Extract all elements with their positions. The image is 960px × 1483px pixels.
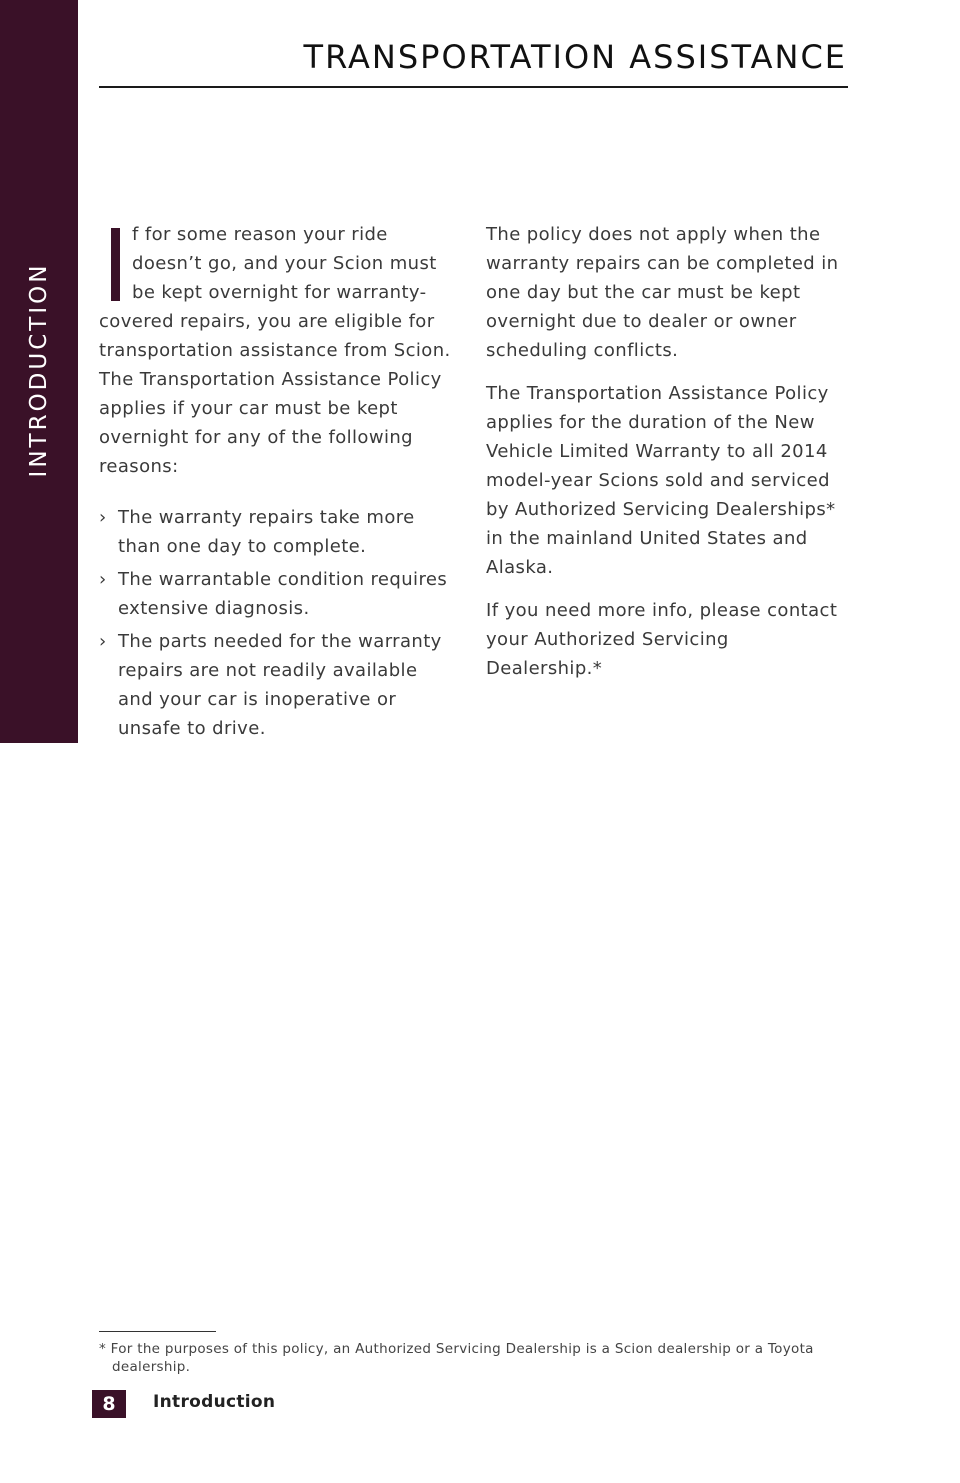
left-column [99, 220, 451, 747]
title-divider [99, 86, 848, 88]
chevron-right-icon: › [99, 631, 107, 652]
reasons-list [99, 503, 451, 743]
list-item-text: The warranty repairs take more than one day to complete. [118, 507, 415, 557]
list-item-text: The warrantable condition requires extensive diagnosis. [118, 569, 448, 619]
footnote-divider [99, 1331, 216, 1332]
policy-paragraph: The Transportation Assistance Policy applies for the duration of the New Vehicle Limited Warranty to all 2014 model-year Scions sold and serviced by Authorized Servicing Dealerships* in the mainland United States and Alaska. [486, 383, 836, 578]
chevron-right-icon: › [99, 569, 107, 590]
page-number: 8 [92, 1390, 126, 1418]
chevron-right-icon: › [99, 507, 107, 528]
list-item-text: The parts needed for the warranty repairs are not readily available and your car is inoperative or unsafe to drive. [118, 631, 442, 739]
list-item [99, 565, 451, 623]
page-title: TRANSPORTATION ASSISTANCE [303, 38, 847, 76]
right-column [486, 220, 848, 697]
intro-paragraph [99, 220, 451, 481]
policy-paragraph: The policy does not apply when the warranty repairs can be completed in one day but the car must be kept overnight due to dealer or owner scheduling conflicts. [486, 224, 839, 361]
contact-paragraph: If you need more info, please contact your Authorized Servicing Dealership.* [486, 600, 838, 679]
list-item [99, 627, 451, 743]
drop-cap-bar [111, 228, 120, 301]
footer-section-name: Introduction [153, 1392, 276, 1412]
footnote: * For the purposes of this policy, an Authorized Servicing Dealership is a Scion dealership or a Toyota dealership. [99, 1341, 814, 1375]
list-item [99, 503, 451, 561]
intro-text: f for some reason your ride doesn’t go, and your Scion must be kept overnight for warranty-covered repairs, you are eligible for transportation assistance from Scion. The Transportation Assistance Policy applies if your car must be kept overnight for any of the following reasons: [99, 224, 451, 477]
side-tab-label: INTRODUCTION [26, 262, 52, 478]
side-tab [0, 0, 78, 743]
